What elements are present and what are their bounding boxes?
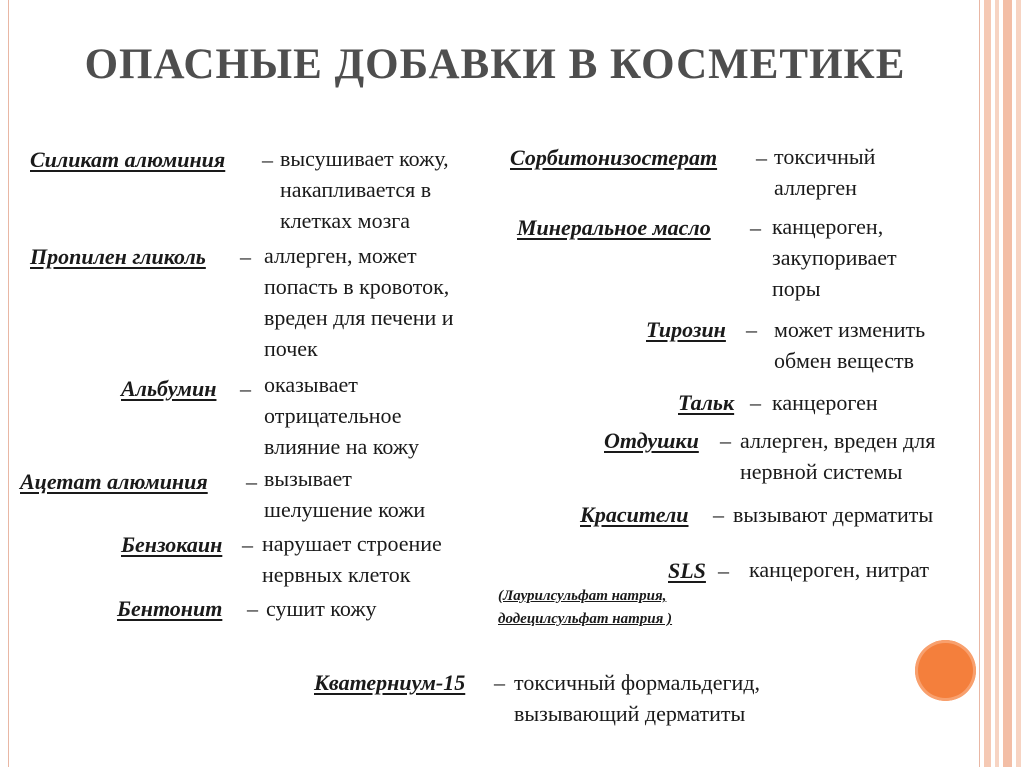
term-propylene: Пропилен гликоль [30, 244, 206, 269]
term-tyrosine: Тирозин [646, 317, 726, 342]
desc-line: нервной системы [740, 459, 903, 484]
desc-line: токсичный [774, 144, 876, 169]
desc-line: нарушает строение [262, 531, 442, 556]
term-dash: – [756, 145, 767, 170]
term-dash: – [750, 390, 761, 415]
page-title: ОПАСНЫЕ ДОБАВКИ В КОСМЕТИКЕ [84, 41, 906, 88]
desc-line: вызывают дерматиты [733, 502, 934, 527]
desc-line: может изменить [774, 317, 926, 342]
sls-subtitle: (Лаурилсульфат натрия, [498, 588, 667, 604]
term-dash: – [494, 670, 505, 695]
desc-line: накапливается в [280, 177, 432, 202]
desc-line: закупоривает [772, 245, 897, 270]
term-dash: – [246, 469, 257, 494]
sls-subtitle: додецилсульфат натрия ) [498, 611, 673, 627]
term-talc: Тальк [678, 390, 735, 415]
desc-line: вреден для печени и [264, 305, 454, 330]
desc-line: сушит кожу [266, 596, 377, 621]
term-dash: – [720, 428, 731, 453]
decor-stripe [995, 0, 999, 767]
term-fragrances: Отдушки [604, 428, 699, 453]
term-dash: – [240, 244, 251, 269]
term-dash: – [247, 596, 258, 621]
desc-line: отрицательное [264, 403, 402, 428]
desc-line: попасть в кровоток, [264, 274, 450, 299]
decor-circle [915, 640, 976, 701]
desc-line: обмен веществ [774, 348, 914, 373]
desc-line: аллерген, вреден для [740, 428, 936, 453]
desc-line: оказывает [264, 372, 358, 397]
desc-line: канцероген [772, 390, 878, 415]
term-benzocaine: Бензокаин [121, 532, 223, 557]
desc-line: аллерген [774, 175, 857, 200]
decor-stripe [984, 0, 991, 767]
term-mineral-oil: Минеральное масло [517, 215, 711, 240]
term-acetate: Ацетат алюминия [20, 469, 208, 494]
desc-line: влияние на кожу [264, 434, 420, 459]
desc-line: почек [264, 336, 318, 361]
desc-line: токсичный формальдегид, [514, 670, 761, 695]
desc-line: вызывает [264, 466, 352, 491]
term-bentonite: Бентонит [117, 596, 223, 621]
desc-line: шелушение кожи [264, 497, 426, 522]
term-dyes: Красители [580, 502, 689, 527]
term-dash: – [262, 147, 273, 172]
desc-line: нервных клеток [262, 562, 411, 587]
desc-line: вызывающий дерматиты [514, 701, 746, 726]
desc-line: канцероген, [772, 214, 884, 239]
term-dash: – [750, 215, 761, 240]
term-dash: – [718, 558, 729, 583]
term-dash: – [242, 532, 253, 557]
decor-stripe [1003, 0, 1012, 767]
term-sorbitan: Сорбитонизостерат [510, 145, 718, 170]
term-sls: SLS [668, 558, 706, 583]
desc-line: канцероген, нитрат [749, 557, 929, 582]
term-dash: – [746, 317, 757, 342]
desc-line: аллерген, может [264, 243, 417, 268]
desc-line: высушивает кожу, [280, 146, 449, 171]
term-albumin: Альбумин [121, 376, 217, 401]
term-quaternium: Кватерниум-15 [314, 670, 466, 695]
term-dash: – [240, 376, 251, 401]
desc-line: поры [772, 276, 821, 301]
desc-line: клетках мозга [280, 208, 411, 233]
decor-stripe [1016, 0, 1021, 767]
term-silicate: Силикат алюминия [30, 147, 226, 172]
term-dash: – [713, 502, 724, 527]
